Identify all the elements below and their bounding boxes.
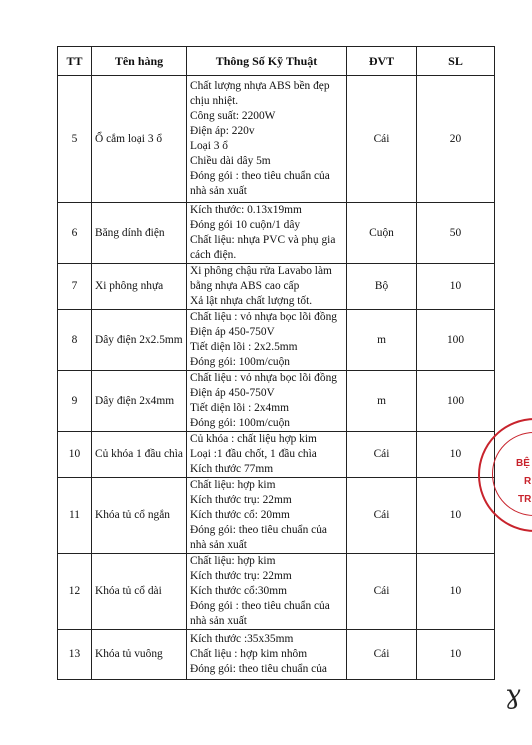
spec-line: Tiết diện lõi : 2x2.5mm xyxy=(190,341,298,353)
spec-line: Đóng gói: theo tiêu chuẩn của nhà sản xuất xyxy=(190,524,327,551)
row-qty: 100 xyxy=(417,371,495,432)
spec-line: Đóng gói: 100m/cuộn xyxy=(190,417,290,429)
table-row xyxy=(58,371,495,432)
spec-line: Loại :1 đầu chốt, 1 đầu chìa xyxy=(190,448,317,460)
row-unit: m xyxy=(347,310,417,371)
spec-line: Đóng gói: theo tiêu chuẩn của xyxy=(190,663,327,675)
stamp-text-1: BỆ xyxy=(516,458,530,469)
row-specs xyxy=(187,203,347,264)
stamp-text-2: R xyxy=(524,476,532,487)
table-row xyxy=(58,432,495,478)
row-specs xyxy=(187,478,347,554)
row-specs xyxy=(187,310,347,371)
spec-line: Kích thước trụ: 22mm xyxy=(190,570,292,582)
header-specs: Thông Số Kỹ Thuật xyxy=(187,47,347,76)
spec-line: Đóng gói : theo tiêu chuẩn của nhà sản xuất xyxy=(190,600,330,627)
row-tt: 11 xyxy=(58,478,92,554)
row-qty: 10 xyxy=(417,554,495,630)
row-qty: 50 xyxy=(417,203,495,264)
row-unit: Cái xyxy=(347,554,417,630)
row-tt: 10 xyxy=(58,432,92,478)
row-tt: 7 xyxy=(58,264,92,310)
row-tt: 9 xyxy=(58,371,92,432)
row-tt: 8 xyxy=(58,310,92,371)
row-name: Xi phông nhựa xyxy=(92,264,187,310)
spec-line: Điện áp: 220v xyxy=(190,125,255,137)
spec-line: Tiết diện lõi : 2x4mm xyxy=(190,402,289,414)
row-name: Băng dính điện xyxy=(92,203,187,264)
row-tt: 5 xyxy=(58,76,92,203)
spec-line: Kích thước :35x35mm xyxy=(190,633,294,645)
row-qty: 10 xyxy=(417,630,495,680)
row-qty: 10 xyxy=(417,478,495,554)
row-unit: Cuộn xyxy=(347,203,417,264)
spec-line: Chất liệu: hợp kim xyxy=(190,479,276,491)
spec-line: Chiều dài dây 5m xyxy=(190,155,271,167)
table-row xyxy=(58,203,495,264)
row-name: Củ khóa 1 đầu chìa xyxy=(92,432,187,478)
row-qty: 10 xyxy=(417,264,495,310)
row-tt: 6 xyxy=(58,203,92,264)
row-specs xyxy=(187,554,347,630)
spec-line: Điện áp 450-750V xyxy=(190,387,275,399)
row-tt: 12 xyxy=(58,554,92,630)
spec-line: Kích thước cổ:30mm xyxy=(190,585,287,597)
header-qty: SL xyxy=(417,47,495,76)
header-name: Tên hàng xyxy=(92,47,187,76)
row-specs xyxy=(187,630,347,680)
spec-line: Chất liệu : vỏ nhựa bọc lõi đồng xyxy=(190,311,337,323)
row-unit: Bộ xyxy=(347,264,417,310)
row-name: Khóa tủ vuông xyxy=(92,630,187,680)
signature-mark: ɣ xyxy=(505,680,521,710)
spec-line: Kích thước 77mm xyxy=(190,463,274,475)
spec-line: Kích thước cổ: 20mm xyxy=(190,509,290,521)
spec-line: Công suất: 2200W xyxy=(190,110,276,122)
spec-line: Củ khóa : chất liệu hợp kim xyxy=(190,433,317,445)
spec-line: Chất liệu: nhựa PVC và phụ gia cách điện. xyxy=(190,234,336,261)
spec-line: Đóng gói : theo tiêu chuẩn của nhà sản xuất xyxy=(190,170,330,197)
row-name: Khóa tủ cổ ngắn xyxy=(92,478,187,554)
spec-line: Chất liệu : vỏ nhựa bọc lõi đồng xyxy=(190,372,337,384)
row-specs xyxy=(187,264,347,310)
spec-line: Kích thước: 0.13x19mm xyxy=(190,204,302,216)
row-qty: 20 xyxy=(417,76,495,203)
spec-line: Điện áp 450-750V xyxy=(190,326,275,338)
table-row xyxy=(58,264,495,310)
row-qty: 10 xyxy=(417,432,495,478)
row-specs xyxy=(187,432,347,478)
row-name: Dây điện 2x2.5mm xyxy=(92,310,187,371)
spec-line: Đóng gói 10 cuộn/1 dây xyxy=(190,219,301,231)
row-tt: 13 xyxy=(58,630,92,680)
header-unit: ĐVT xyxy=(347,47,417,76)
row-unit: Cái xyxy=(347,76,417,203)
row-qty: 100 xyxy=(417,310,495,371)
spec-table xyxy=(57,46,495,680)
row-name: Khóa tủ cổ dài xyxy=(92,554,187,630)
spec-line: Chất liệu: hợp kim xyxy=(190,555,276,567)
row-name: Ổ cắm loại 3 ổ xyxy=(92,76,187,203)
spec-line: Xả lật nhựa chất lượng tốt. xyxy=(190,295,313,307)
spec-line: Chất liệu : hợp kim nhôm xyxy=(190,648,308,660)
row-specs xyxy=(187,371,347,432)
spec-line: Kích thước trụ: 22mm xyxy=(190,494,292,506)
row-unit: Cái xyxy=(347,432,417,478)
table-row xyxy=(58,554,495,630)
table-row xyxy=(58,76,495,203)
table-row xyxy=(58,630,495,680)
row-unit: Cái xyxy=(347,630,417,680)
header-tt: TT xyxy=(58,47,92,76)
table-row xyxy=(58,310,495,371)
table-row xyxy=(58,478,495,554)
spec-line: Chất lượng nhựa ABS bền đẹp chịu nhiệt. xyxy=(190,80,330,107)
spec-line: Đóng gói: 100m/cuộn xyxy=(190,356,290,368)
stamp-text-3: TR xyxy=(518,494,532,505)
table-header-row xyxy=(58,47,495,76)
spec-line: Xi phông chậu rửa Lavabo làm bằng nhựa ABS cao cấp xyxy=(190,265,332,292)
row-unit: m xyxy=(347,371,417,432)
spec-line: Loại 3 ổ xyxy=(190,140,228,152)
row-unit: Cái xyxy=(347,478,417,554)
row-name: Dây điện 2x4mm xyxy=(92,371,187,432)
row-specs xyxy=(187,76,347,203)
